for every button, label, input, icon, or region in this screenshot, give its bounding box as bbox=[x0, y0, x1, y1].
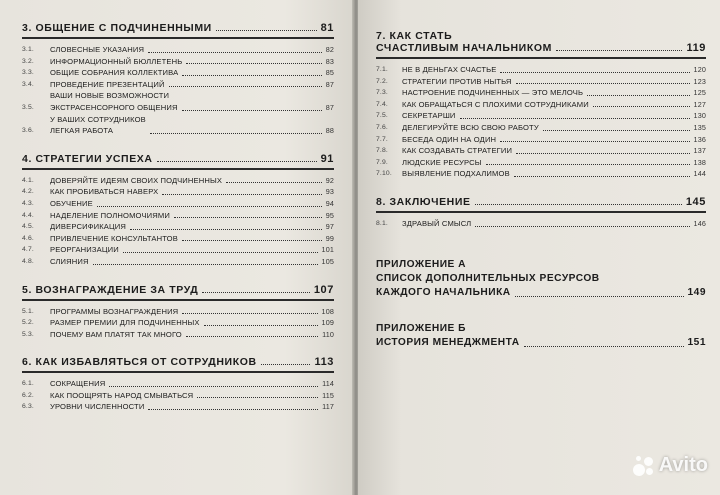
chapter-title: 6. КАК ИЗБАВЛЯТЬСЯ ОТ СОТРУДНИКОВ bbox=[22, 356, 257, 369]
entry-number: 3.5. bbox=[22, 103, 34, 111]
dot-leader bbox=[150, 133, 322, 134]
entry-title: ДЕЛЕГИРУЙТЕ ВСЮ СВОЮ РАБОТУ bbox=[402, 122, 539, 132]
toc-entry bbox=[22, 90, 334, 113]
dot-leader bbox=[204, 325, 318, 326]
appendix-title-line: ПРИЛОЖЕНИЕ Б bbox=[376, 322, 467, 334]
entry-number: 3.1. bbox=[22, 46, 34, 53]
appendix-page-number: 149 bbox=[687, 286, 706, 298]
dot-leader bbox=[543, 130, 690, 131]
toc-entry bbox=[376, 64, 706, 76]
toc-chapter bbox=[22, 153, 334, 268]
toc-chapter bbox=[376, 196, 706, 230]
chapter-title: 3. ОБЩЕНИЕ С ПОДЧИНЕННЫМИ bbox=[22, 22, 212, 34]
entry-number: 4.4. bbox=[22, 211, 34, 219]
toc-entry bbox=[376, 157, 706, 169]
toc-entry bbox=[376, 110, 706, 122]
entry-title: У ВАШИХ СОТРУДНИКОВ ЛЕГКАЯ РАБОТА bbox=[50, 114, 146, 136]
dot-leader bbox=[460, 118, 690, 119]
right-page bbox=[358, 0, 720, 495]
entry-title: КАК СОЗДАВАТЬ СТРАТЕГИИ bbox=[402, 146, 513, 156]
dot-leader bbox=[587, 95, 689, 96]
entry-number: 7.10. bbox=[376, 170, 392, 178]
toc-entry bbox=[22, 390, 334, 402]
dot-leader bbox=[524, 346, 684, 347]
appendix-title-line: КАЖДОГО НАЧАЛЬНИКА bbox=[376, 286, 511, 298]
entry-page-number: 125 bbox=[693, 88, 706, 98]
toc-entry bbox=[22, 114, 334, 137]
entry-number: 3.3. bbox=[22, 69, 34, 77]
dot-leader bbox=[157, 161, 317, 162]
chapter-heading bbox=[22, 284, 334, 296]
toc-entry bbox=[376, 145, 706, 157]
entry-number: 7.6. bbox=[376, 123, 388, 131]
toc-entry bbox=[22, 256, 334, 268]
chapter-heading bbox=[22, 356, 334, 368]
entry-page-number: 136 bbox=[693, 134, 706, 144]
entry-page-number: 135 bbox=[693, 122, 706, 132]
entry-number: 4.5. bbox=[22, 223, 34, 231]
toc-entry bbox=[22, 56, 334, 68]
chapter-heading bbox=[22, 153, 334, 165]
toc-entry bbox=[376, 76, 706, 88]
chapter-heading bbox=[376, 30, 706, 54]
entry-page-number: 123 bbox=[693, 76, 706, 86]
entry-page-number: 130 bbox=[693, 111, 706, 121]
appendix-line bbox=[376, 336, 706, 350]
entry-number: 4.3. bbox=[22, 199, 34, 207]
entry-title: БЕСЕДА ОДИН НА ОДИН bbox=[402, 134, 497, 144]
chapter-page-number: 81 bbox=[320, 22, 334, 34]
section-list bbox=[22, 175, 334, 268]
entry-title: ЛЮДСКИЕ РЕСУРСЫ bbox=[402, 157, 482, 167]
dot-leader bbox=[148, 409, 318, 410]
toc-entry bbox=[22, 329, 334, 341]
entry-page-number: 82 bbox=[325, 45, 334, 54]
entry-page-number: 115 bbox=[322, 390, 334, 400]
entry-page-number: 94 bbox=[325, 198, 334, 208]
entry-title: СТРАТЕГИИ ПРОТИВ НЫТЬЯ bbox=[402, 76, 512, 86]
entry-page-number: 87 bbox=[325, 79, 334, 89]
entry-title: ДОВЕРЯЙТЕ ИДЕЯМ СВОИХ ПОДЧИНЕННЫХ bbox=[50, 175, 223, 185]
toc-entry bbox=[22, 175, 334, 187]
entry-page-number: 95 bbox=[325, 210, 334, 220]
entry-page-number: 114 bbox=[322, 379, 334, 389]
chapter-underline bbox=[376, 57, 706, 59]
entry-title: ЗДРАВЫЙ СМЫСЛ bbox=[402, 218, 472, 228]
toc-entry bbox=[22, 378, 334, 390]
entry-title: СОКРАЩЕНИЯ bbox=[50, 379, 106, 389]
entry-number: 7.1. bbox=[376, 66, 388, 73]
dot-leader bbox=[197, 397, 318, 398]
dot-leader bbox=[97, 206, 322, 207]
chapter-page-number: 107 bbox=[313, 283, 334, 296]
toc-entry bbox=[22, 306, 334, 318]
dot-leader bbox=[182, 313, 317, 314]
dot-leader bbox=[226, 182, 322, 183]
entry-number: 5.2. bbox=[22, 319, 34, 327]
entry-title: КАК ПРОБИВАТЬСЯ НАВЕРХ bbox=[50, 187, 159, 197]
entry-page-number: 105 bbox=[321, 256, 334, 266]
toc-entry bbox=[376, 218, 706, 230]
entry-title: ОБЩИЕ СОБРАНИЯ КОЛЛЕКТИВА bbox=[50, 68, 179, 78]
dot-leader bbox=[182, 240, 322, 241]
section-list bbox=[22, 378, 334, 413]
entry-page-number: 110 bbox=[322, 329, 334, 339]
dot-leader bbox=[593, 106, 690, 107]
entry-number: 7.9. bbox=[376, 158, 388, 166]
entry-title: НЕ В ДЕНЬГАХ СЧАСТЬЕ bbox=[402, 65, 497, 74]
toc-entry bbox=[22, 233, 334, 245]
entry-number: 7.7. bbox=[376, 135, 388, 143]
entry-page-number: 93 bbox=[325, 187, 334, 197]
section-list bbox=[22, 44, 334, 137]
entry-number: 7.2. bbox=[376, 77, 388, 85]
dot-leader bbox=[475, 226, 689, 227]
dot-leader bbox=[516, 153, 689, 154]
entry-title: РАЗМЕР ПРЕМИИ ДЛЯ ПОДЧИНЕННЫХ bbox=[50, 318, 200, 328]
entry-page-number: 92 bbox=[325, 175, 334, 185]
chapter-title: 5. ВОЗНАГРАЖДЕНИЕ ЗА ТРУД bbox=[22, 283, 199, 296]
chapter-heading bbox=[376, 196, 706, 208]
dot-leader bbox=[186, 336, 318, 337]
entry-number: 3.4. bbox=[22, 80, 34, 88]
dot-leader bbox=[261, 364, 311, 365]
dot-leader bbox=[516, 83, 690, 84]
entry-title: СЛИЯНИЯ bbox=[50, 256, 89, 266]
entry-title: НАДЕЛЕНИЕ ПОЛНОМОЧИЯМИ bbox=[50, 210, 170, 220]
chapter-page-number: 113 bbox=[314, 356, 334, 369]
appendix-entry bbox=[376, 258, 706, 300]
appendix-title-line: ПРИЛОЖЕНИЕ А bbox=[376, 258, 467, 270]
chapter-page-number: 145 bbox=[685, 195, 706, 208]
dot-leader bbox=[500, 72, 689, 73]
entry-page-number: 120 bbox=[693, 65, 706, 74]
toc-entry bbox=[22, 221, 334, 233]
dot-leader bbox=[202, 292, 309, 293]
avito-dots-icon bbox=[633, 455, 655, 477]
entry-page-number: 88 bbox=[325, 126, 334, 136]
entry-number: 6.3. bbox=[22, 403, 34, 411]
watermark-text: Avito bbox=[658, 454, 708, 476]
entry-page-number: 97 bbox=[325, 222, 334, 232]
chapter-page-number: 119 bbox=[686, 42, 706, 54]
dot-leader bbox=[130, 229, 322, 230]
chapter-underline bbox=[22, 37, 334, 39]
entry-title: СЛОВЕСНЫЕ УКАЗАНИЯ bbox=[50, 45, 145, 54]
entry-number: 4.7. bbox=[22, 246, 34, 254]
dot-leader bbox=[186, 63, 321, 64]
entry-number: 6.2. bbox=[22, 391, 34, 399]
chapter-underline bbox=[22, 371, 334, 373]
chapter-underline bbox=[22, 168, 334, 170]
entry-title: ПРОГРАММЫ ВОЗНАГРАЖДЕНИЯ bbox=[50, 306, 179, 316]
toc-entry bbox=[376, 99, 706, 111]
entry-title: ПРИВЛЕЧЕНИЕ КОНСУЛЬТАНТОВ bbox=[50, 233, 178, 243]
dot-leader bbox=[556, 50, 682, 51]
entry-page-number: 137 bbox=[693, 146, 706, 156]
appendix-line bbox=[376, 258, 706, 272]
entry-page-number: 99 bbox=[325, 233, 334, 243]
toc-entry bbox=[22, 244, 334, 256]
entry-page-number: 109 bbox=[321, 318, 334, 328]
dot-leader bbox=[169, 86, 322, 87]
dot-leader bbox=[514, 176, 690, 177]
entry-title: НАСТРОЕНИЕ ПОДЧИНЕННЫХ — ЭТО МЕЛОЧЬ bbox=[402, 88, 584, 98]
toc-chapter bbox=[22, 284, 334, 341]
dot-leader bbox=[182, 110, 322, 111]
toc-chapter bbox=[376, 30, 706, 180]
chapter-title: 7. КАК СТАТЬ СЧАСТЛИВЫМ НАЧАЛЬНИКОМ bbox=[376, 30, 552, 54]
dot-leader bbox=[515, 296, 684, 297]
dot-leader bbox=[475, 204, 682, 205]
toc-entry bbox=[22, 210, 334, 222]
entry-page-number: 117 bbox=[322, 402, 334, 412]
entry-page-number: 144 bbox=[693, 169, 706, 179]
entry-page-number: 87 bbox=[325, 102, 334, 112]
appendix-page-number: 151 bbox=[687, 336, 706, 348]
section-list bbox=[22, 306, 334, 341]
entry-number: 7.3. bbox=[376, 89, 388, 97]
chapter-underline bbox=[22, 299, 334, 301]
entry-number: 5.1. bbox=[22, 307, 34, 315]
entry-title: УРОВНИ ЧИСЛЕННОСТИ bbox=[50, 402, 145, 412]
toc-entry bbox=[22, 79, 334, 91]
chapter-title: 8. ЗАКЛЮЧЕНИЕ bbox=[376, 195, 471, 208]
dot-leader bbox=[216, 30, 317, 31]
toc-chapter bbox=[22, 22, 334, 137]
toc-entry bbox=[22, 44, 334, 56]
entry-title: ИНФОРМАЦИОННЫЙ БЮЛЛЕТЕНЬ bbox=[50, 56, 183, 66]
entry-number: 3.6. bbox=[22, 127, 34, 135]
dot-leader bbox=[182, 75, 321, 76]
toc-entry bbox=[376, 168, 706, 180]
dot-leader bbox=[162, 194, 321, 195]
left-page bbox=[0, 0, 356, 495]
entry-title: ПОЧЕМУ ВАМ ПЛАТЯТ ТАК МНОГО bbox=[50, 329, 182, 339]
avito-watermark bbox=[633, 454, 708, 477]
toc-entry bbox=[22, 198, 334, 210]
appendix-title-line: ИСТОРИЯ МЕНЕДЖМЕНТА bbox=[376, 336, 520, 348]
dot-leader bbox=[123, 252, 318, 253]
entry-title: КАК ОБРАЩАТЬСЯ С ПЛОХИМИ СОТРУДНИКАМИ bbox=[402, 99, 589, 109]
entry-number: 6.1. bbox=[22, 380, 34, 388]
dot-leader bbox=[500, 141, 689, 142]
chapter-page-number: 91 bbox=[320, 152, 334, 165]
entry-number: 4.1. bbox=[22, 176, 34, 184]
appendix-line bbox=[376, 272, 706, 286]
chapter-underline bbox=[376, 211, 706, 213]
entry-title: ВЫЯВЛЕНИЕ ПОДХАЛИМОВ bbox=[402, 169, 510, 179]
appendix-line bbox=[376, 322, 706, 336]
entry-number: 7.5. bbox=[376, 112, 388, 120]
entry-page-number: 101 bbox=[321, 245, 334, 255]
appendix-line bbox=[376, 286, 706, 300]
chapter-title: 4. СТРАТЕГИИ УСПЕХА bbox=[22, 152, 153, 165]
toc-entry bbox=[22, 317, 334, 329]
dot-leader bbox=[486, 164, 690, 165]
entry-title: ДИВЕРСИФИКАЦИЯ bbox=[50, 222, 127, 232]
dot-leader bbox=[93, 264, 318, 265]
toc-entry bbox=[22, 401, 334, 413]
toc-entry bbox=[22, 67, 334, 79]
chapter-heading bbox=[22, 22, 334, 34]
entry-page-number: 146 bbox=[693, 218, 706, 228]
entry-page-number: 83 bbox=[325, 56, 334, 66]
entry-number: 7.4. bbox=[376, 100, 388, 108]
dot-leader bbox=[148, 52, 322, 53]
appendix-entry bbox=[376, 322, 706, 350]
toc-entry bbox=[22, 186, 334, 198]
dot-leader bbox=[109, 386, 318, 387]
entry-number: 8.1. bbox=[376, 219, 388, 227]
appendix-title-line: СПИСОК ДОПОЛНИТЕЛЬНЫХ РЕСУРСОВ bbox=[376, 272, 600, 284]
toc-chapter bbox=[22, 356, 334, 413]
entry-title: ВАШИ НОВЫЕ ВОЗМОЖНОСТИ ЭКСТРАСЕНСОРНОГО ОБЩЕНИЯ bbox=[50, 91, 178, 112]
entry-title: СЕКРЕТАРШИ bbox=[402, 111, 456, 121]
section-list bbox=[376, 218, 706, 230]
entry-title: ПРОВЕДЕНИЕ ПРЕЗЕНТАЦИЙ bbox=[50, 79, 165, 89]
entry-number: 3.2. bbox=[22, 57, 34, 65]
dot-leader bbox=[174, 217, 322, 218]
entry-number: 4.2. bbox=[22, 188, 34, 196]
entry-number: 7.8. bbox=[376, 147, 388, 155]
section-list bbox=[376, 64, 706, 180]
toc-entry bbox=[376, 134, 706, 146]
entry-page-number: 85 bbox=[325, 68, 334, 78]
entry-number: 4.6. bbox=[22, 234, 34, 242]
entry-title: РЕОРГАНИЗАЦИИ bbox=[50, 245, 119, 255]
toc-entry bbox=[376, 122, 706, 134]
entry-page-number: 127 bbox=[693, 99, 706, 109]
entry-title: ОБУЧЕНИЕ bbox=[50, 198, 93, 208]
entry-number: 5.3. bbox=[22, 330, 34, 338]
entry-number: 4.8. bbox=[22, 257, 34, 265]
toc-entry bbox=[376, 87, 706, 99]
entry-page-number: 138 bbox=[693, 157, 706, 167]
entry-page-number: 108 bbox=[321, 306, 334, 316]
entry-title: КАК ПООЩРЯТЬ НАРОД СМЫВАТЬСЯ bbox=[50, 390, 194, 400]
